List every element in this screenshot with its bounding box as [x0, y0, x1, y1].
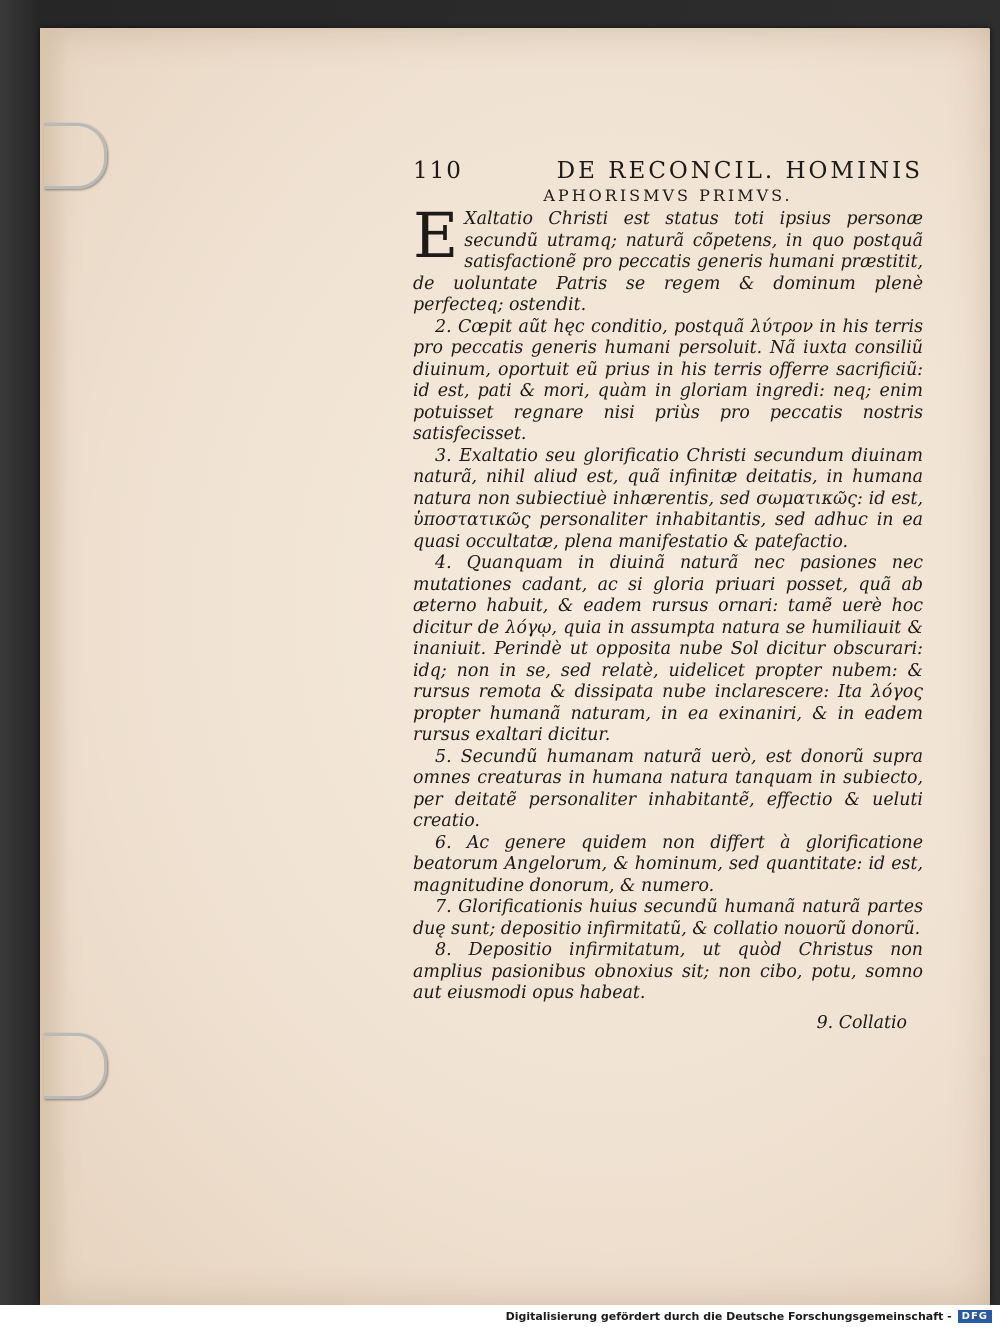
paragraph-6: 6. Ac genere quidem non differt à glorificatione beatorum Angelorum, & hominum, sed quantitate: id est, magnitudine donorum, & numero. — [413, 832, 923, 896]
paragraph-4: 4. Quanquam in diuinã naturã nec pasiones nec mutationes cadant, ac si gloria priuari posset, quã ab æterno habuit, & eadem rursus ornari: tamẽ uerè hoc dicitur de λόγῳ, quia in assumpta natura se humiliauit & inaniuit. Perindè ut opposita nube Sol dicitur obscurari: idq; non in se, sed relatè, uidelicet propter nubem: & rursus remota & dissipata nube inclarescere: Ita λόγος propter humanã naturam, in ea exinaniri, & in eadem rursus exaltari dicitur. — [413, 553, 923, 745]
paragraph-2: 2. Cœpit aũt hęc conditio, postquã λύτρον in his terris pro peccatis generis humani persoluit. Nã iuxta consiliũ diuinum, oportuit eũ prius in his terris offerre sacrificiũ: id est, pati & mori, quàm in gloriam ingredi: neq; enim potuisset regnare nisi priùs pro peccatis nostris satisfecisset. — [413, 316, 923, 444]
paragraph-5: 5. Secundũ humanam naturã uerò, est donorũ supra omnes creaturas in humana natura tanquam in subiecto, per deitatẽ personaliter inhabitantẽ, effectio & ueluti creatio. — [413, 746, 923, 831]
page-number: 110 — [413, 158, 463, 184]
digitization-footer — [0, 1305, 1000, 1327]
paragraph-7: 7. Glorificationis huius secundũ humanã naturã partes duę sunt; depositio infirmitatũ, & collatio nouorũ donorũ. — [413, 897, 923, 939]
running-head — [413, 158, 923, 184]
running-head-title: DE RECONCIL. HOMINIS — [556, 158, 923, 184]
dfg-logo: DFG — [958, 1310, 992, 1323]
paper-clip-icon — [44, 1033, 107, 1099]
section-heading: APHORISMVS PRIMVS. — [543, 186, 793, 205]
catchword: 9. Collatio — [816, 1012, 907, 1033]
paragraph-8: 8. Depositio infirmitatum, ut quòd Christus non amplius pasionibus obnoxius sit; non cibo, potu, somno aut eiusmodi opus habeat. — [413, 940, 923, 1003]
paragraph-3: 3. Exaltatio seu glorificatio Christi secundum diuinam naturã, nihil aliud est, quã infinitæ deitatis, in humana natura non subiectiuè inhærentis, sed σωματικῶς: id est, ὑποστατικῶς personaliter inhabitantis, sed adhuc in ea quasi occultatæ, plena manifestatio & patefactio. — [413, 445, 923, 552]
drop-cap: E — [413, 199, 459, 272]
paper-clip-icon — [44, 123, 107, 189]
text-block — [413, 158, 923, 1033]
page-edge-shadow — [40, 28, 68, 1306]
footer-credit: Digitalisierung gefördert durch die Deutsche Forschungsgemeinschaft - — [505, 1309, 952, 1323]
paragraph-1 — [413, 199, 923, 317]
paragraph-1-text: Xaltatio Christi est status toti ipsius personæ secundũ utramq; naturã cõpetens, in quo postquã satisfactionẽ pro peccatis generis humani præstitit, de uoluntate Patris se regem & dominum plenè perfecteq; ostendit. — [413, 209, 923, 315]
